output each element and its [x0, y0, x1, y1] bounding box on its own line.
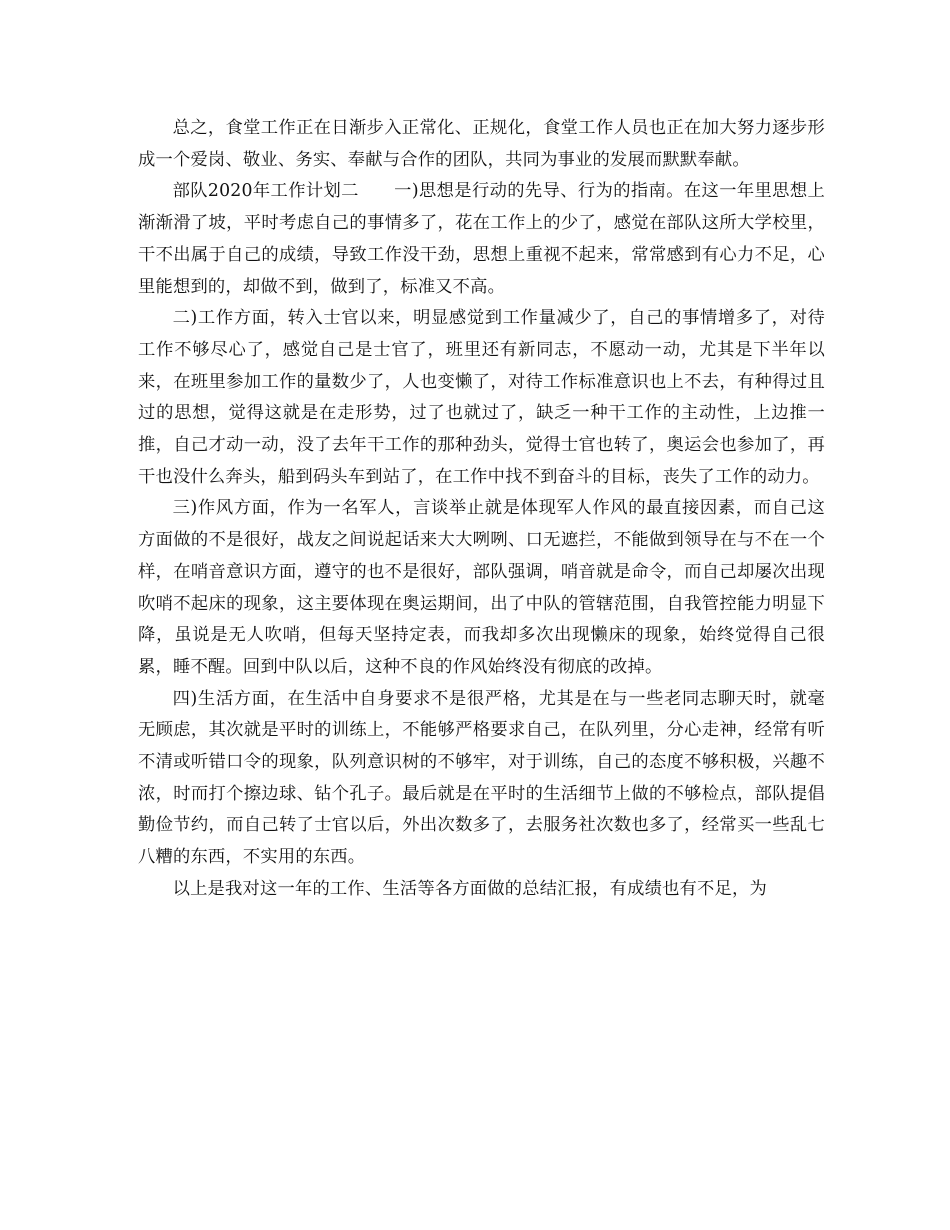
- paragraph-conclusion: 以上是我对这一年的工作、生活等各方面做的总结汇报，有成绩也有不足，为: [172, 878, 767, 899]
- paragraph-life-aspect: 四)生活方面，在生活中自身要求不是很严格，尤其是在与一些老同志聊天时，就毫无顾虑，其次就是平时的训练上，不能够严格要求自己，在队列里，分心走神，经常有听不清或听错口令的现象，队列意识树的不够牢，对于训练，自己的态度不够积极，兴趣不浓，时而打个擦边球、钻个孔子。最后就是在平时的生活细节上做的不够检点，部队提倡勤俭节约，而自己转了士官以后，外出次数多了，去服务社次数也多了，经常买一些乱七八糟的东西，不实用的东西。: [138, 688, 825, 868]
- paragraph-style-aspect: 三)作风方面，作为一名军人，言谈举止就是体现军人作风的最直接因素，而自己这方面做的不是很好，战友之间说起话来大大咧咧、口无遮拦，不能做到领导在与不在一个样，在哨音意识方面，遵守的也不是很好，部队强调，哨音就是命令，而自己却屡次出现吹哨不起床的现象，这主要体现在奥运期间，出了中队的管辖范围，自我管控能力明显下降，虽说是无人吹哨，但每天坚持定表，而我却多次出现懒床的现象，始终觉得自己很累，睡不醒。回到中队以后，这种不良的作风始终没有彻底的改掉。: [138, 498, 825, 677]
- paragraph-work-aspect: 二)工作方面，转入士官以来，明显感觉到工作量减少了，自己的事情增多了，对待工作不够尽心了，感觉自己是士官了，班里还有新同志，不愿动一动，尤其是下半年以来，在班里参加工作的量数少了，人也变懒了，对待工作标准意识也上不去，有种得过且过的思想，觉得这就是在走形势，过了也就过了，缺乏一种干工作的主动性，上边推一推，自己才动一动，没了去年干工作的那种劲头，觉得士官也转了，奥运会也参加了，再干也没什么奔头，船到码头车到站了，在工作中找不到奋斗的目标，丧失了工作的动力。: [138, 308, 825, 487]
- paragraph-canteen-summary: 总之，食堂工作正在日渐步入正常化、正规化，食堂工作人员也正在加大努力逐步形成一个爱岗、敬业、务实、奉献与合作的团队，共同为事业的发展而默默奉献。: [138, 118, 825, 170]
- paragraph-work-plan-thought: 部队2020年工作计划二 一)思想是行动的先导、行为的指南。在这一年里思想上渐渐滑了坡，平时考虑自己的事情多了，花在工作上的少了，感觉在部队这所大学校里，干不出属于自己的成绩，导致工作没干劲，思想上重视不起来，常常感到有心力不足，心里能想到的，却做不到，做到了，标准又不高。: [138, 181, 825, 297]
- document-page: [138, 113, 825, 906]
